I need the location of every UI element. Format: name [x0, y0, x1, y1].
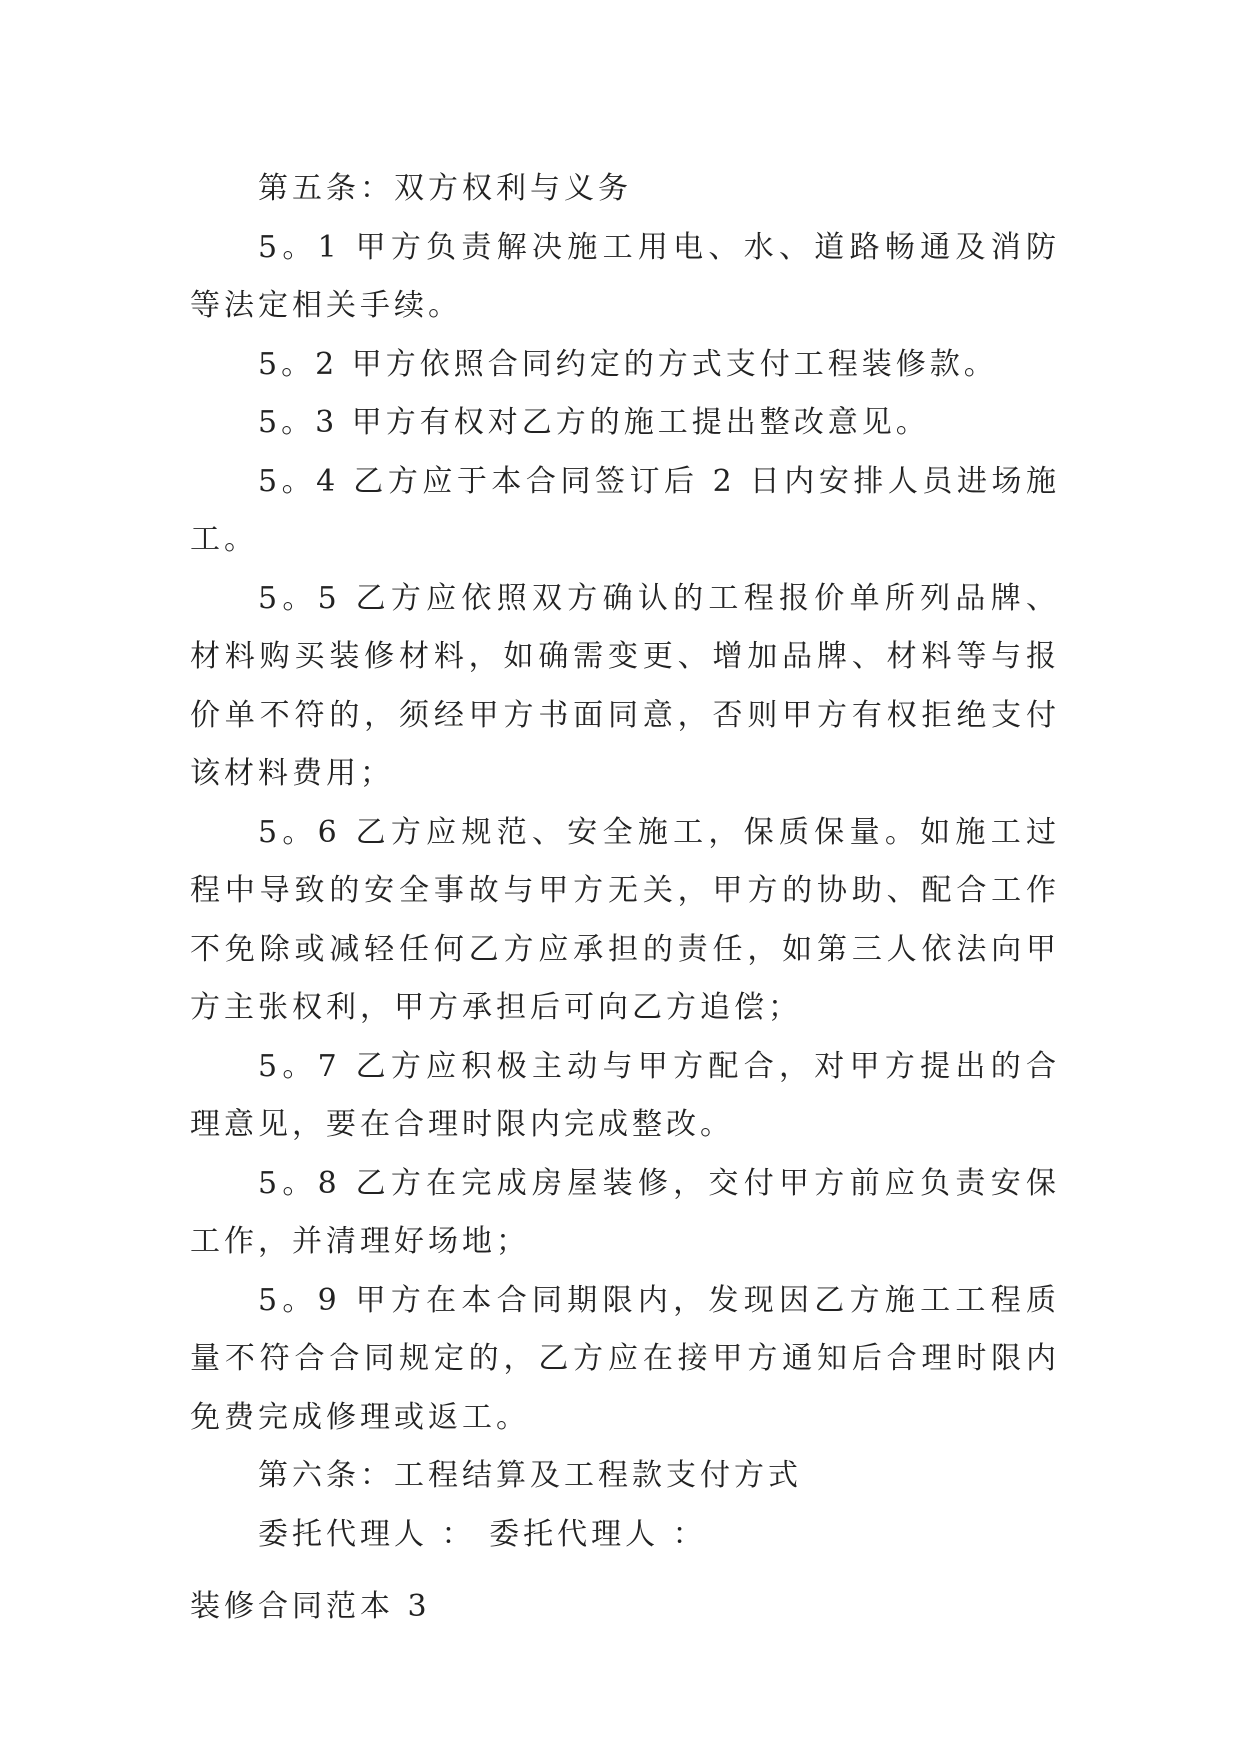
clause-5-4: 5。4 乙方应于本合同签订后 2 日内安排人员进场施工。: [190, 463, 1060, 557]
clause-5-5: 5。5 乙方应依照双方确认的工程报价单所列品牌、材料购买装修材料，如确需变更、增加品牌、材料等与报价单不符的，须经甲方书面同意，否则甲方有权拒绝支付该材料费用；: [190, 580, 1060, 791]
article-6-heading: 第六条：工程结算及工程款支付方式: [258, 1458, 802, 1493]
clause-5-9: 5。9 甲方在本合同期限内，发现因乙方施工工程质量不符合合同规定的，乙方应在接甲方通知后合理时限内免费完成修理或返工。: [190, 1282, 1060, 1435]
clause-5-1: 5。1 甲方负责解决施工用电、水、道路畅通及消防等法定相关手续。: [190, 229, 1060, 323]
article-5-heading: 第五条：双方权利与义务: [258, 171, 632, 206]
agent-signature-line: 委托代理人 ： 委托代理人 ：: [258, 1516, 707, 1552]
document-body: [190, 160, 1060, 1637]
clause-5-2: 5。2 甲方依照合同约定的方式支付工程装修款。: [258, 346, 998, 382]
clause-5-3: 5。3 甲方有权对乙方的施工提出整改意见。: [258, 405, 930, 440]
clause-5-7: 5。7 乙方应积极主动与甲方配合，对甲方提出的合理意见，要在合理时限内完成整改。: [190, 1048, 1060, 1142]
clause-5-6: 5。6 乙方应规范、安全施工，保质保量。如施工过程中导致的安全事故与甲方无关，甲方的协助、配合工作不免除或减轻任何乙方应承担的责任，如第三人依法向甲方主张权利，甲方承担后可向乙方追偿；: [190, 814, 1060, 1025]
clause-5-8: 5。8 乙方在完成房屋装修，交付甲方前应负责安保工作，并清理好场地；: [190, 1165, 1060, 1259]
next-contract-title: 装修合同范本 3: [190, 1589, 431, 1624]
